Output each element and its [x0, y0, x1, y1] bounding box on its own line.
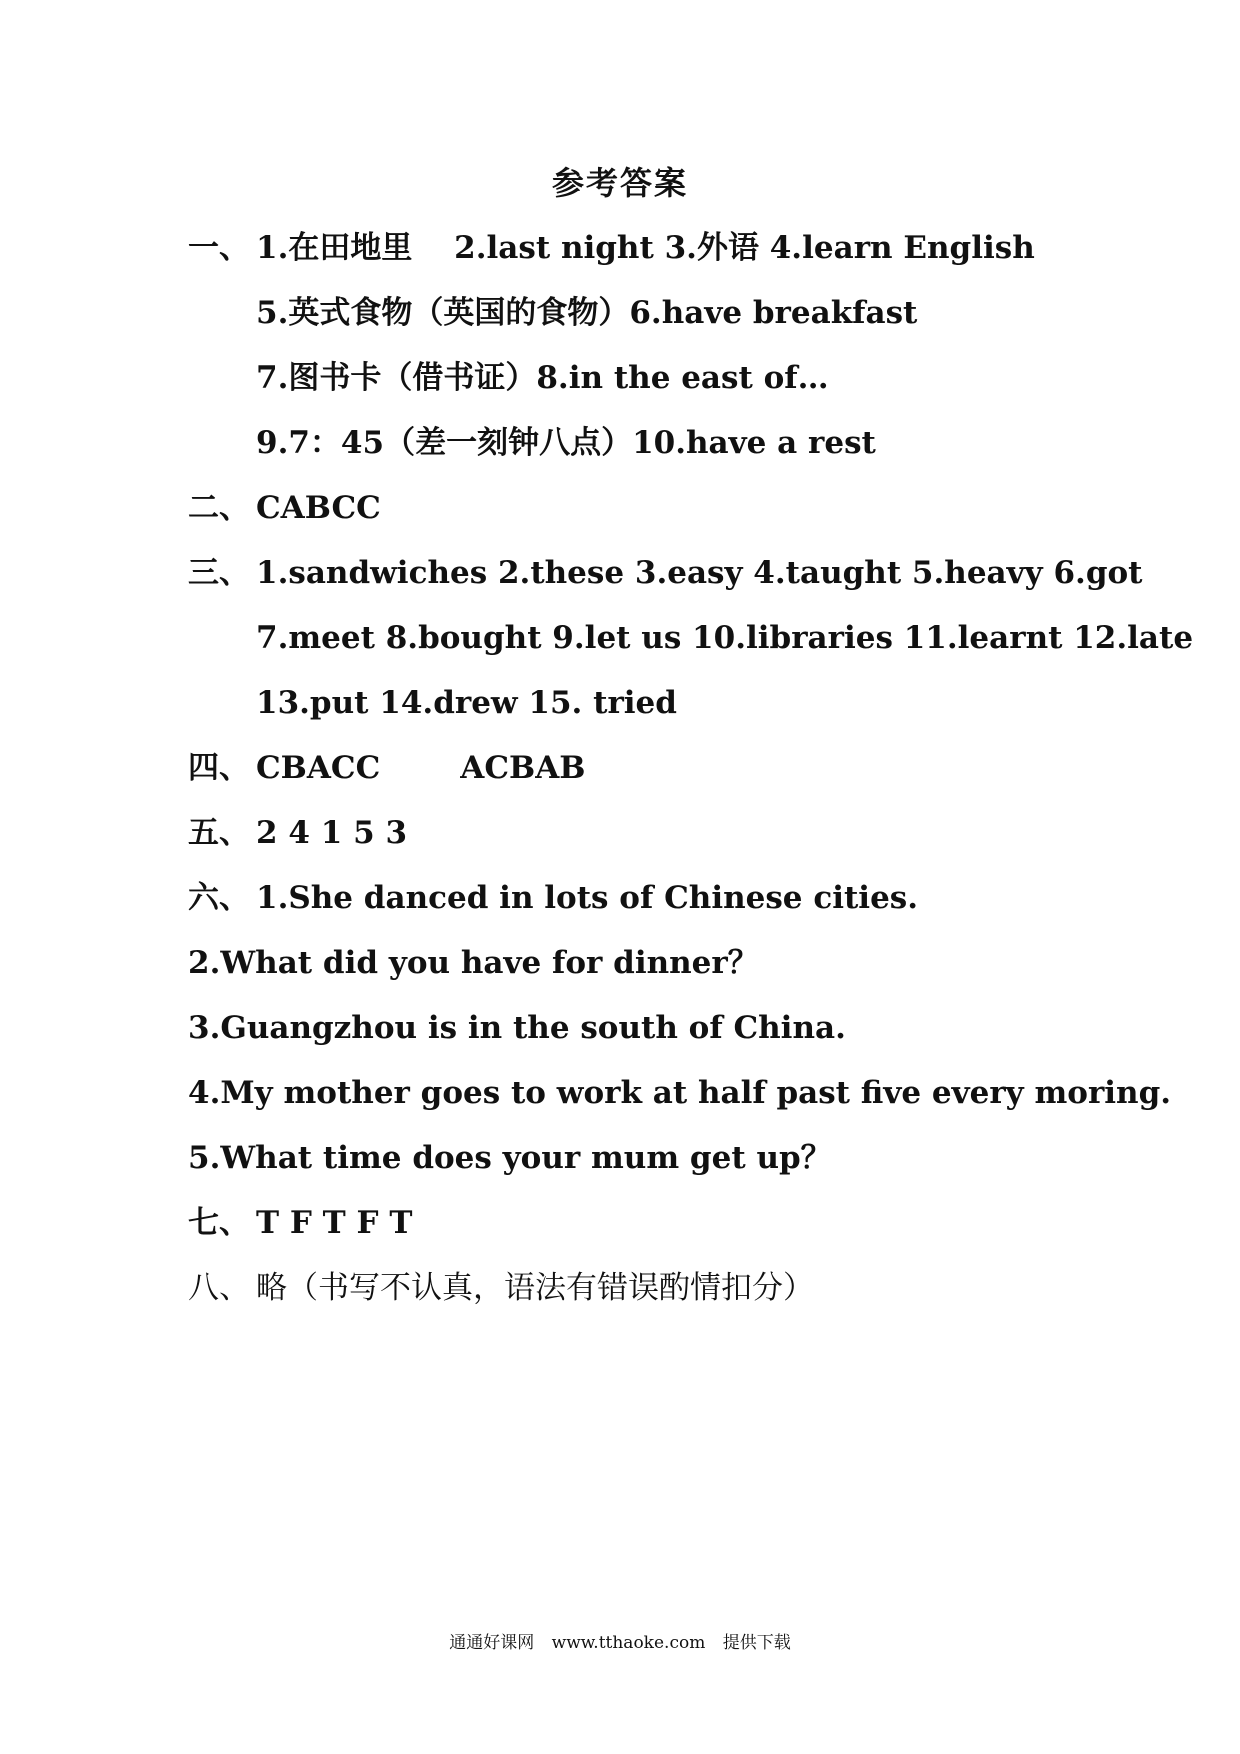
section-4-answers-part-1: CBACC: [256, 750, 381, 786]
section-2-marker: 二、: [188, 490, 250, 526]
section-3-answers-1: 1.sandwiches 2.these 3.easy 4.taught 5.heavy 6.got: [256, 555, 1143, 591]
footer-note: 提供下载: [722, 1633, 791, 1653]
section-3-marker: 三、: [188, 555, 250, 591]
section-6-sentence-1: 1.She danced in lots of Chinese cities.: [256, 880, 919, 916]
section-5-marker: 五、: [188, 815, 250, 851]
section-5-answers: 2 4 1 5 3: [256, 815, 408, 851]
section-7-answers: T F T F T: [256, 1205, 413, 1241]
section-6-sentence-5: 5.What time does your mum get up？: [188, 1140, 832, 1176]
section-6-sentence-3: 3.Guangzhou is in the south of China.: [188, 1010, 846, 1046]
section-6-sentence-4: 4.My mother goes to work at half past five every moring.: [188, 1075, 1172, 1111]
section-3-line-1: [188, 553, 1143, 593]
section-5-line: [188, 813, 407, 853]
footer-site-name: 通通好课网: [449, 1633, 535, 1653]
section-3-answers-3: 13.put 14.drew 15. tried: [256, 685, 677, 721]
section-4-marker: 四、: [188, 750, 250, 786]
section-7-marker: 七、: [188, 1205, 250, 1241]
section-1-line-1: [188, 228, 1035, 268]
section-7-line: [188, 1203, 412, 1243]
footer-url[interactable]: www.tthaoke.com: [551, 1633, 706, 1653]
section-2-line: [188, 488, 381, 528]
section-1-marker: 一、: [188, 230, 250, 266]
section-6-line-1: [188, 878, 918, 918]
section-1-answers-4: 9.7：45（差一刻钟八点）10.have a rest: [256, 425, 876, 461]
section-4-line: [188, 748, 585, 788]
section-3-answers-2: 7.meet 8.bought 9.let us 10.libraries 11.learnt 12.late: [256, 620, 1194, 656]
section-8-marker: 八、: [188, 1270, 250, 1306]
section-6-sentence-2: 2.What did you have for dinner？: [188, 945, 759, 981]
section-1-answers-3: 7.图书卡（借书证）8.in the east of…: [256, 360, 829, 396]
section-6-marker: 六、: [188, 880, 250, 916]
section-8-answers: 略（书写不认真，语法有错误酌情扣分）: [256, 1270, 814, 1306]
section-2-answers: CABCC: [256, 490, 381, 526]
section-8-line: [188, 1268, 814, 1308]
section-1-answers-2: 5.英式食物（英国的食物）6.have breakfast: [256, 295, 918, 331]
section-4-answers-part-2: ACBAB: [460, 750, 586, 786]
section-1-answers-1: 1.在田地里 2.last night 3.外语 4.learn English: [256, 230, 1035, 266]
page-footer: [0, 1628, 1240, 1653]
page-title: 参考答案: [551, 164, 688, 202]
